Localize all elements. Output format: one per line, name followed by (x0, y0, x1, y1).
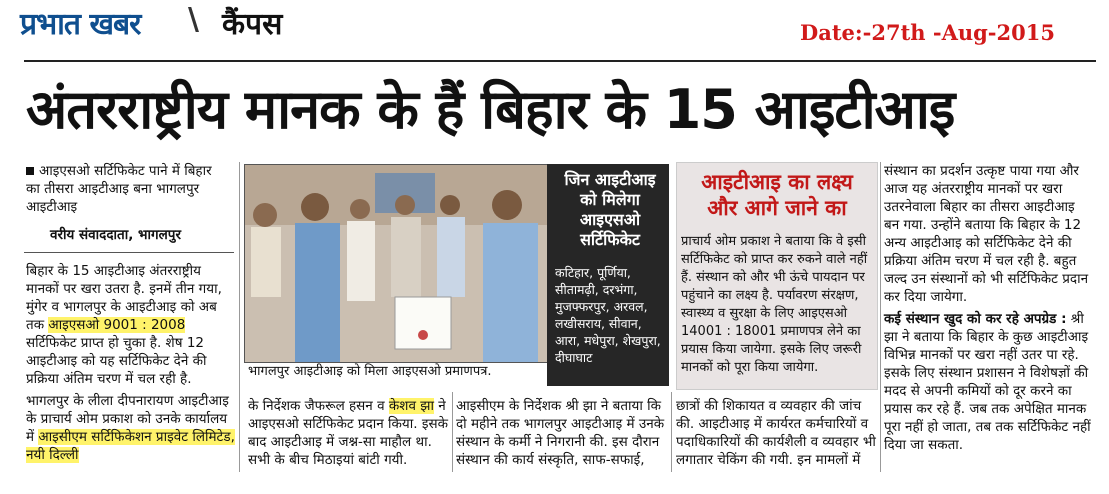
article-column-5 (884, 162, 1094, 458)
column-divider (671, 392, 672, 472)
photo-illustration (245, 165, 547, 362)
byline-divider (24, 252, 234, 253)
subheading: कई संस्थान खुद को कर रहे अपग्रेड : (884, 311, 1067, 327)
text-run: सर्टिफिकेट प्राप्त हो चुका है. शेष 12 आइटीआइ को यह सर्टिफिकेट देने की प्रक्रिया अंतिम चरण में चल रही है. (26, 335, 207, 387)
article-column-3 (456, 397, 666, 473)
paragraph: आइसीएम के निर्देशक श्री झा ने बताया कि दो महीने तक भागलपुर आइटीआइ में उनके संस्थान के कर्मी ने निगरानी की. इस दौरान संस्थान की कार्य संस्कृति, साफ-सफाई, (456, 398, 665, 468)
text-run: के निर्देशक जैफरूल हसन व (248, 398, 389, 414)
newspaper-name: प्रभात खबर (20, 7, 141, 42)
article-column-2 (248, 397, 448, 473)
sidebar-box-iti-list (547, 164, 669, 386)
sidebar-heading: आइटीआइ का लक्ष्य और आगे जाने का (701, 170, 853, 220)
masthead-divider (24, 60, 1096, 62)
paragraph (248, 397, 448, 469)
text-run: भागलपुर के लीला दीपनारायण आइटीआइ के प्राचार्य ओम प्रकाश को उनके कार्यालय में (26, 393, 229, 445)
masthead (0, 0, 1109, 44)
text-run: ने आइएसओ सर्टिफिकेट प्रदान किया. इसके बाद आइटीआइ में जश्न-सा माहौल था. सभी के बीच मिठाइयां बांटी गयी. (248, 398, 448, 468)
paragraph: छात्रों की शिकायत व व्यवहार की जांच की. आइटीआइ में कार्यरत कर्मचारियों व पदाधिकारियों की कार्यशैली व व्यवहार भी लगातार चेकिंग की गयी. इन मामलों में (676, 398, 876, 468)
paragraph (884, 310, 1094, 454)
masthead-separator: \ (188, 2, 199, 37)
text-run: बिहार के 15 आइटीआइ अंतरराष्ट्रीय मानकों पर खरा उतरा है. इनमें तीन गया, मुंगेर व भागलपुर के आइटीआइ को अब तक (26, 263, 222, 333)
iti-list: कटिहार, पूर्णिया, सीतामढ़ी, दरभंगा, मुजफ्फरपुर, अरवल, लखीसराय, सीवान, आरा, मधेपुरा, शेखपुरा, दीघाघाट (555, 265, 661, 365)
news-photo (244, 164, 548, 363)
summary-bullet (26, 162, 226, 216)
section-name: कैंपस (222, 7, 283, 42)
paragraph (26, 262, 236, 388)
paragraph: संस्थान का प्रदर्शन उत्कृष्ट पाया गया और आज यह अंतरराष्ट्रीय मानकों पर खरा उतरनेवाला बिहार का तीसरा आइटीआइ बन गया. उन्होंने बताया कि बिहार के 12 अन्य आइटीआइ को सर्टिफिकेट देने की प्रक्रिया अंतिम चरण में चल रही है. बहुत जल्द उन संस्थानों को भी सर्टिफिकेट प्रदान कर दिया जायेगा. (884, 163, 1089, 305)
article-column-1 (26, 262, 236, 468)
highlighted-text: आइएसओ 9001 : 2008 (48, 317, 186, 333)
column-divider (239, 162, 240, 472)
photo-caption: भागलपुर आइटीआइ को मिला आइएसओ प्रमाणपत्र. (248, 364, 492, 379)
highlighted-text: आइसीएम सर्टिफिकेशन प्राइवेट लिमिटेड, नयी दिल्ली (26, 429, 235, 463)
column-divider (452, 392, 453, 472)
publication-date: Date:-27th -Aug-2015 (800, 20, 1055, 45)
summary-text: आइएसओ सर्टिफिकेट पाने में बिहार का तीसरा आइटीआइ बना भागलपुर आइटीआइ (26, 163, 212, 215)
text-run: श्री झा ने बताया कि बिहार के कुछ आइटीआइ विभिन्न मानकों पर खरा नहीं उतर पा रहे. इसके लिए संस्थान प्रशासन ने विशेषज्ञों की मदद से अपनी कमियों को दूर करने का प्रयास कर रहे हैं. जब तक अपेक्षित मानक पूरा नहीं हो जाता, तब तक सर्टिफिकेट नहीं दिया जा सकता. (884, 311, 1091, 453)
byline: वरीय संवाददाता, भागलपुर (50, 227, 181, 243)
sidebar-heading: जिन आइटीआइ को मिलेगा आइएसओ सर्टिफिकेट (564, 170, 656, 249)
sidebar-box-target (676, 162, 878, 390)
sidebar-body: प्राचार्य ओम प्रकाश ने बताया कि वे इसी सर्टिफिकेट को प्राप्त कर रुकने वाले नहीं हैं. संस्थान को और भी ऊंचे पायदान पर पहुंचाने का लक्ष्य है. पर्यावरण संरक्षण, स्वास्थ्य व सुरक्षा के लिए आइएसओ 14001 : 18001 प्रमाणपत्र लेने का प्रयास किया जायेगा. इसके लिए जरूरी मानकों को पूरा किया जायेगा. (681, 234, 868, 375)
article-headline: अंतरराष्ट्रीय मानक के हैं बिहार के 15 आइटीआइ (26, 78, 955, 141)
bullet-square-icon (26, 167, 34, 175)
column-divider (880, 162, 881, 472)
article-column-4 (676, 397, 876, 473)
paragraph (26, 392, 236, 464)
highlighted-text: केशव झा (388, 398, 434, 414)
